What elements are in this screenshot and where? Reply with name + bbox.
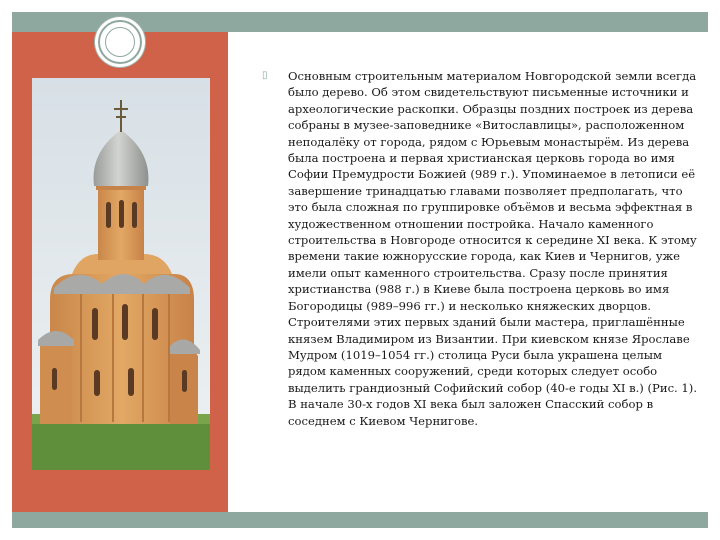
bullet-icon: ▯ (262, 70, 268, 81)
bottom-decorative-bar (12, 512, 708, 528)
church-photo (32, 78, 210, 470)
slide (12, 12, 708, 528)
body-paragraph: Основным строительным материалом Новгородской земли всегда было дерево. Об этом свидетельствуют письменные источники и археологические раскопки. Образцы поздних построек из дерева собраны в музее-заповеднике «Витославлицы», расположенном неподалёку от города, рядом с Юрьевым монастырём. Из дерева была построена и первая христианская церковь города во имя Софии Премудрости Божией (989 г.). Упоминаемое в летописи её завершение тринадцатью главами позволяет предполагать, что это была сложная по группировке объёмов и весьма эффектная в художественном отношении постройка. Начало каменного строительства в Новгороде относится к середине XI века. К этому времени такие южнорусские города, как Киев и Чернигов, уже имели опыт каменного строительства. Сразу после принятия христианства (988 г.) в Киеве была построена церковь во имя Богородицы (989–996 гг.) и несколько княжеских дворцов. Строителями этих первых зданий были мастера, приглашённые князем Владимиром из Византии. При киевском князе Ярославе Мудром (1019–1054 гг.) столица Руси была украшена целым рядом каменных сооружений, среди которых следует особо выделить грандиозный Софийский собор (40-е годы XI в.) (Рис. 1). В начале 30-х годов XI века был заложен Спасский собор в соседнем с Киевом Чернигове. (288, 69, 698, 428)
panel-divider (228, 32, 238, 512)
circle-ornament-icon (98, 20, 142, 64)
